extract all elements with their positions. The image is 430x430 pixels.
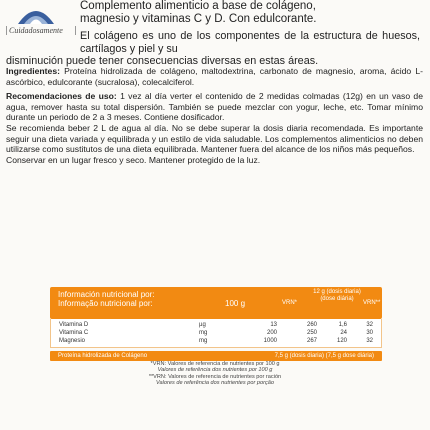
logo-mountain-icon — [16, 0, 56, 26]
table-row — [51, 321, 381, 329]
value-100g: 1000 — [263, 338, 277, 344]
header-label-es: Información nutricional por: — [58, 290, 155, 299]
nutrient-unit: mg — [199, 330, 208, 336]
header-label-pt: Informação nutricional por: — [58, 299, 153, 308]
table-header — [50, 287, 382, 319]
value-100g: 200 — [266, 330, 277, 336]
title-line-1: Complemento alimenticio a base de colágeno, — [80, 0, 316, 12]
nutrient-name: Magnesio — [59, 338, 86, 344]
footnote-4 — [60, 380, 370, 386]
col-vrn-100g: VRN* — [282, 300, 298, 306]
vrn-dose: 32 — [366, 338, 373, 344]
footnote-4-text: Valores de referência dos nutrientes por porção — [156, 380, 274, 387]
product-description — [6, 66, 423, 165]
footnotes — [60, 361, 370, 387]
ingredients-paragraph — [6, 66, 423, 87]
usage-text: 1 vez al día verter el contenido de 2 medidas colmadas (12g) en un vaso de agua, remover hasta su total dispersión. También se puede mezclar con yogur, leche, etc. Tomar mínimo durante un periodo de 2 a 3 meses. Contiene dosificador. — [6, 91, 423, 123]
table-footer — [50, 351, 382, 361]
collagen-dose: 7,5 g (dosis diaria) (7,5 g dose diária) — [274, 353, 374, 359]
footnote-1: *VRN: Valores de referencia de nutrientes por 100 g — [150, 361, 280, 367]
value-dose: 24 — [340, 330, 347, 336]
title-line-2: magnesio y vitaminas C y D. Con edulcorante. — [80, 13, 317, 25]
value-dose: 1,6 — [338, 322, 347, 328]
col-vrn-dose: VRN** — [363, 300, 381, 306]
header-label — [58, 290, 208, 308]
nutrient-name: Vitamina D — [59, 322, 89, 328]
storage-paragraph: Conservar en un lugar fresco y seco. Mantener protegido de la luz. — [6, 154, 261, 165]
table-row — [51, 337, 381, 345]
footnote-3: **VRN: Valores de referencia de nutrientes por ración — [148, 373, 282, 380]
table-row — [51, 329, 381, 337]
nutrient-unit: µg — [199, 322, 206, 328]
logo-text: Cuidadosamente — [6, 26, 76, 35]
product-title — [80, 0, 420, 26]
footnote-2-text: Valores de referência dos nutrientes por 100 g — [157, 367, 273, 374]
ingredients-label: Ingredientes: — [6, 66, 60, 76]
nutrient-name: Vitamina C — [59, 330, 89, 336]
intro-continuation: disminución puede tener consecuencias diversas en estas áreas. — [6, 55, 319, 67]
value-dose: 120 — [336, 338, 347, 344]
value-100g: 13 — [270, 322, 277, 328]
vrn-100g: 267 — [306, 338, 317, 344]
vrn-dose: 30 — [366, 330, 373, 336]
ingredients-text: Proteína hidrolizada de colágeno, maltodextrina, carbonato de magnesio, aroma, ácido L-ascórbico, edulcorante (sucralosa), colecalciferol. — [6, 66, 423, 87]
nutrition-table — [50, 287, 382, 361]
vrn-100g: 250 — [306, 330, 317, 336]
collagen-label: Proteína hidrolizada de Colágeno — [58, 353, 148, 359]
usage-label: Recomendaciones de uso: — [6, 91, 117, 102]
brand-logo — [6, 0, 70, 40]
vrn-100g: 260 — [306, 322, 317, 328]
warning-paragraph: Se recomienda beber 2 L de agua al día. No se debe superar la dosis diaria recomendada. Es importante seguir una dieta variada y equilibrada y un estilo de vida saludable. Los complementos alimenticios no deben utilizarse como sustitutos de una dieta equilibrada. Mantener fuera del alcance de los niños más pequeños. — [6, 122, 423, 155]
col-daily-dose: 12 g (dosis diaria) (dose diária) — [313, 289, 361, 302]
table-body — [50, 319, 382, 348]
usage-paragraph — [6, 91, 423, 123]
vrn-dose: 32 — [366, 322, 373, 328]
nutrient-unit: mg — [199, 338, 208, 344]
col-100g: 100 g — [225, 299, 246, 308]
intro-text: El colágeno es uno de los componentes de la estructura de huesos, cartílagos y piel y su — [80, 30, 420, 55]
